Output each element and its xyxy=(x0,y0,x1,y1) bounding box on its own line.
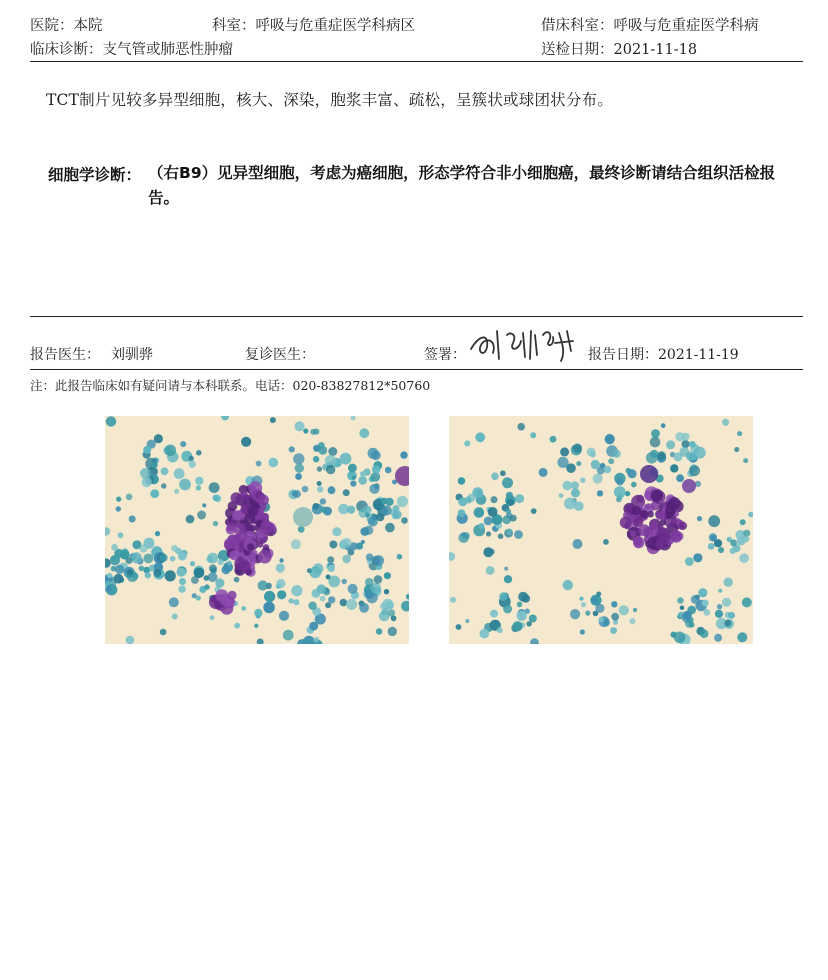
diagnosis-label: 细胞学诊断： xyxy=(48,166,142,184)
diagnosis-text: （右B9）见异型细胞，考虑为癌细胞，形态学符合非小细胞癌，最终诊断请结合组织活检报告。 xyxy=(148,164,776,207)
review-doctor-label: 复诊医生： xyxy=(245,347,315,363)
hospital-field: 医院：本院 xyxy=(30,18,103,34)
cytology-image-right xyxy=(449,416,753,644)
reporting-doctor-name: 刘驯骅 xyxy=(111,347,153,363)
cytology-micrograph-right xyxy=(449,416,753,644)
handwritten-signature xyxy=(467,321,579,365)
signature-label: 签署： xyxy=(424,347,466,363)
contact-note: 注：此报告临床如有疑问请与本科联系。电话：020-83827812*50760 xyxy=(30,378,431,393)
reporting-doctor-label: 报告医生： xyxy=(30,347,100,363)
footer-top-rule xyxy=(30,316,803,317)
description-text: TCT制片见较多异型细胞，核大、深染，胞浆丰富、疏松，呈簇状或球团状分布。 xyxy=(46,91,613,109)
footer-bottom-rule xyxy=(30,369,803,370)
report-date-field: 报告日期：2021-11-19 xyxy=(588,347,739,363)
cytology-micrograph-left xyxy=(105,416,409,644)
cytology-image-left xyxy=(105,416,409,644)
borrow-department-field: 借床科室：呼吸与危重症医学科病 xyxy=(541,18,759,34)
submit-date-field: 送检日期：2021-11-18 xyxy=(541,42,698,58)
header-rule xyxy=(30,61,803,62)
clinical-diagnosis-field: 临床诊断：支气管或肺恶性肿瘤 xyxy=(30,42,233,58)
department-field: 科室：呼吸与危重症医学科病区 xyxy=(212,18,415,34)
